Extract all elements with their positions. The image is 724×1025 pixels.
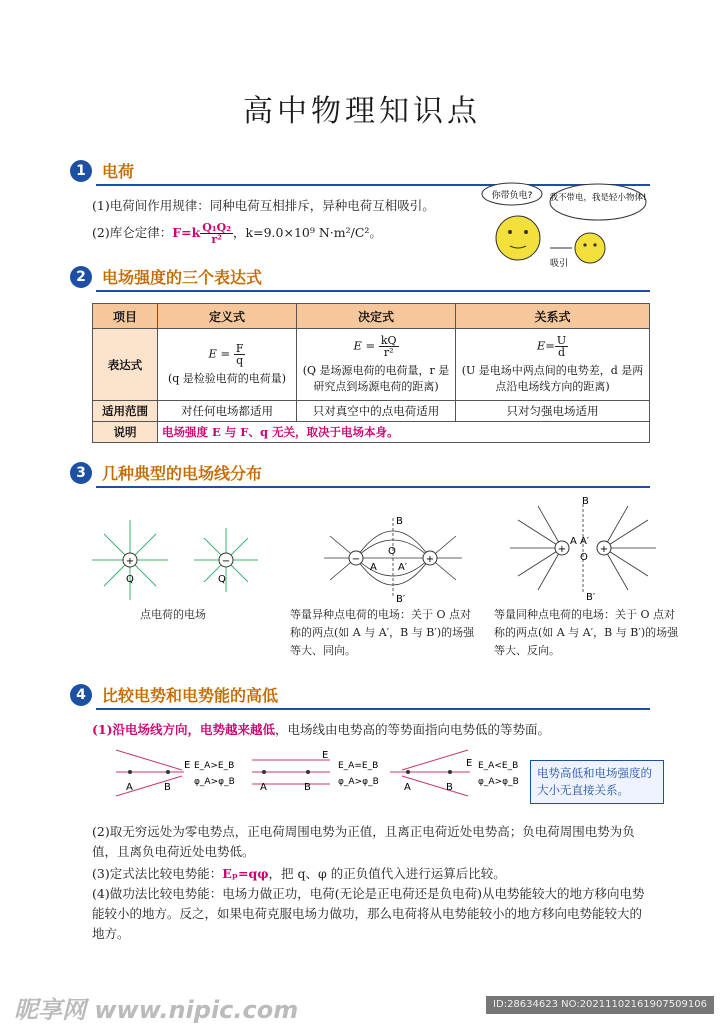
table-header: 关系式	[456, 304, 650, 329]
fig-label-b: B	[304, 782, 311, 793]
bubble-1-text: 你带负电?	[491, 191, 533, 201]
relation-2b: φ_A>φ_B	[338, 777, 379, 787]
watermark-logo: 昵享网 www.nipic.com	[14, 996, 299, 1024]
def-note: (q 是检验电荷的电荷量)	[167, 372, 287, 385]
page-title: 高中物理知识点	[243, 94, 481, 129]
label-o: O	[580, 552, 588, 563]
section-3-header	[70, 460, 650, 490]
fig-label-e: E	[466, 758, 473, 769]
relation-cell	[456, 329, 650, 401]
decision-cell	[297, 329, 456, 401]
section-number: 3	[70, 462, 92, 484]
s1-line2	[92, 222, 382, 245]
label-b: B	[582, 496, 589, 507]
watermark-id: ID:28634623 NO:20211102161907509106	[486, 996, 714, 1014]
coulomb-fraction	[200, 222, 233, 245]
coulomb-num: Q₁Q₂	[202, 221, 232, 234]
s4-point1	[92, 720, 550, 738]
label-a-prime: A′	[580, 536, 590, 547]
s4-point4: (4)做功法比较电势能：电场力做正功，电荷(无论是正电荷还是负电荷)从电势能较大的地方移向电势能较小的地方。反之，如果电荷克服电场力做功，那么电荷将从电势能较小的地方移向电势能较大的地方。	[92, 886, 645, 941]
section-title: 几种典型的电场线分布	[102, 464, 263, 483]
opposite-charges-field-diagram	[318, 512, 468, 604]
s1-line2-prefix: (2)库仑定律：	[92, 225, 173, 240]
rel-note: (U 是电场中两点间的电势差，d 是两点沿电场线方向的距离)	[461, 364, 644, 393]
section-rule	[96, 290, 650, 292]
section-4-header	[70, 682, 650, 712]
label-b: B	[396, 516, 403, 527]
section-number: 4	[70, 684, 92, 706]
svg-text:−: −	[221, 556, 231, 567]
label-a: A	[570, 536, 577, 547]
relation-2a: E_A=E_B	[338, 761, 379, 771]
section-title: 电荷	[102, 162, 135, 181]
label-a: A	[370, 562, 377, 573]
fig-label-e: E	[184, 760, 191, 771]
coulomb-formula: F=k	[172, 225, 201, 240]
rel-formula: E=	[536, 338, 555, 353]
caption-like-charges: 等量同种点电荷的电场：关于 O 点对称的两点(如 A 与 A′，B 与 B′)的场强等大、反向。	[494, 608, 679, 657]
s1-line2-suffix: ，k=9.0×10⁹ N·m²/C²。	[233, 225, 382, 240]
svg-text:+: +	[599, 544, 609, 555]
s4-point3	[92, 864, 506, 882]
label-b-prime: B′	[396, 594, 406, 604]
s4-point1-highlight: (1)沿电场线方向，电势越来越低	[92, 722, 276, 737]
table-header: 项目	[93, 304, 158, 329]
scope-cell: 对任何电场都适用	[158, 401, 297, 422]
label-a-prime: A′	[398, 562, 408, 573]
like-charges-field-diagram	[508, 496, 658, 600]
field-strength-table	[92, 303, 650, 443]
label-b-prime: B′	[586, 592, 596, 600]
s4-point3-suffix: ，把 q、φ 的正负值代入进行运算后比较。	[268, 866, 506, 881]
attract-label: 吸引	[550, 259, 569, 269]
fig-label-e: E	[322, 750, 329, 761]
dec-den: r²	[383, 346, 394, 359]
relation-1a: E_A>E_B	[194, 761, 235, 771]
def-num: F	[235, 342, 244, 355]
s4-point3-formula: Eₚ=qφ	[222, 866, 269, 881]
note-box: 电势高低和电场强度的大小无直接关系。	[530, 760, 664, 804]
fig-label-a: A	[126, 782, 133, 793]
relation-3b: φ_A>φ_B	[478, 777, 519, 787]
section-number: 2	[70, 266, 92, 288]
scope-cell: 只对真空中的点电荷适用	[297, 401, 456, 422]
row-label: 说明	[93, 422, 158, 443]
table-row	[93, 422, 650, 443]
q-label-positive: Q	[126, 574, 134, 585]
dec-note: (Q 是场源电荷的电荷量，r 是研究点到场源电荷的距离)	[302, 364, 450, 393]
section-title: 电场强度的三个表达式	[102, 268, 263, 287]
bubble-2-text: 我不带电，我是轻小物体!	[549, 193, 647, 203]
fig-label-b: B	[164, 782, 171, 793]
note-cell: 电场强度 E 与 F、q 无关，取决于电场本身。	[158, 422, 650, 443]
svg-text:+: +	[557, 544, 567, 555]
row-label: 表达式	[93, 329, 158, 401]
dec-formula: E =	[353, 338, 376, 353]
section-rule	[96, 486, 650, 488]
dec-num: kQ	[380, 334, 397, 347]
rel-den: d	[557, 346, 566, 359]
definition-cell	[158, 329, 297, 401]
s4-point3-prefix: (3)定式法比较电势能：	[92, 866, 223, 881]
table-header: 决定式	[297, 304, 456, 329]
scope-cell: 只对匀强电场适用	[456, 401, 650, 422]
def-formula: E =	[208, 346, 231, 361]
svg-text:+: +	[125, 556, 135, 567]
table-header: 定义式	[158, 304, 297, 329]
rel-num: U	[556, 334, 567, 347]
potential-comparison-diagrams	[112, 744, 526, 816]
s4-point2: (2)取无穷远处为零电势点，正电荷周围电势为正值，且离正电荷近处电势高；负电荷周围电势为负值，且离负电荷近处电势低。	[92, 824, 635, 859]
s1-line1: (1)电荷间作用规律：同种电荷互相排斥，异种电荷互相吸引。	[92, 198, 435, 213]
caption-point-charge: 点电荷的电场	[140, 608, 206, 621]
s4-point1-rest: ，电场线由电势高的等势面指向电势低的等势面。	[275, 722, 551, 737]
def-den: q	[236, 354, 244, 367]
section-number: 1	[70, 160, 92, 182]
relation-1b: φ_A>φ_B	[194, 777, 235, 787]
section-rule	[96, 708, 650, 710]
fig-label-b: B	[446, 782, 453, 793]
svg-text:+: +	[425, 554, 435, 565]
caption-opposite-charges: 等量异种点电荷的电场：关于 O 点对称的两点(如 A 与 A′，B 与 B′)的场强等大、同向。	[290, 608, 475, 657]
fig-label-a: A	[260, 782, 267, 793]
charge-cartoon	[480, 182, 650, 274]
table-row	[93, 329, 650, 401]
label-o: O	[388, 546, 396, 557]
coulomb-den: r²	[211, 233, 222, 246]
q-label-negative: Q	[218, 574, 226, 585]
section-2-header	[70, 264, 650, 294]
svg-text:−: −	[351, 554, 361, 565]
row-label: 适用范围	[93, 401, 158, 422]
fig-label-a: A	[404, 782, 411, 793]
section-title: 比较电势和电势能的高低	[102, 686, 279, 705]
point-charge-field-diagram	[92, 512, 272, 608]
table-row	[93, 401, 650, 422]
table-header-row	[93, 304, 650, 329]
relation-3a: E_A<E_B	[478, 761, 519, 771]
